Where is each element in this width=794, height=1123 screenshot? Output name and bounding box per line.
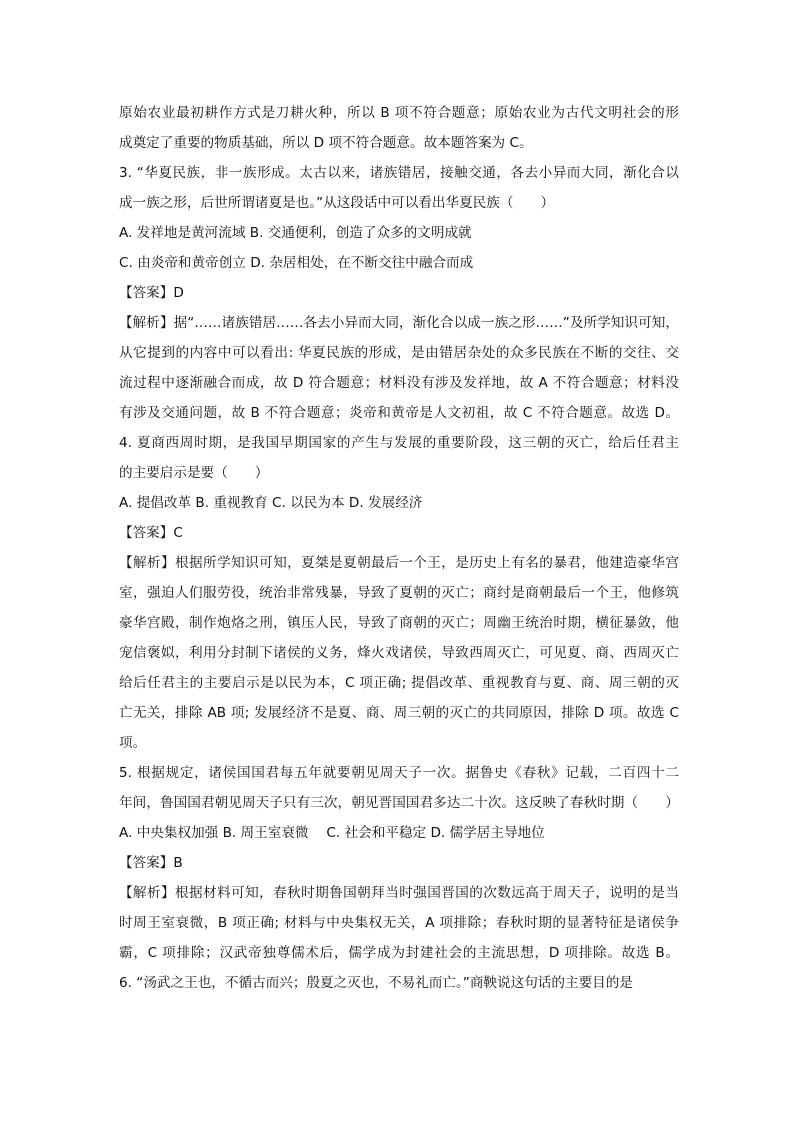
text-line: 时周王室衰微，B 项正确; 材料与中央集权无关，A 项排除；春秋时期的显著特征是诸侯争 xyxy=(119,915,679,931)
text-line: 成奠定了重要的物质基础，所以 D 项不符合题意。故本题答案为 C。 xyxy=(119,135,533,151)
text-line: 宠信褒姒，利用分封制下诸侯的义务，烽火戏诸侯，导致西周灭亡，可见夏、商、西周灭亡 xyxy=(119,645,679,661)
text-line: 室，强迫人们服劳役，统治非常残暴，导致了夏朝的灭亡；商纣是商朝最后一个王，他修筑 xyxy=(119,585,679,601)
text-line: 【解析】据“……诸族错居……各去小异而大同，渐化合以成一族之形……”及所学知识可知， xyxy=(119,315,679,331)
text-line: 【答案】C xyxy=(119,525,183,541)
text-line: 项。 xyxy=(119,735,147,751)
text-line: 【解析】根据所学知识可知，夏桀是夏朝最后一个王，是历史上有名的暴君，他建造豪华宫 xyxy=(119,555,679,571)
text-line: 【答案】D xyxy=(119,285,184,301)
text-line: A. 中央集权加强 B. 周王室衰微 C. 社会和平稳定 D. 儒学居主导地位 xyxy=(119,825,545,841)
text-line: A. 发祥地是黄河流域 B. 交通便利，创造了众多的文明成就 xyxy=(119,225,472,241)
text-line: 3. “华夏民族，非一族形成。太古以来，诸族错居，接触交通，各去小异而大同，渐化合以 xyxy=(119,165,679,181)
text-line: 5. 根据规定，诸侯国国君每五年就要朝见周天子一次。据鲁史《春秋》记载，二百四十二 xyxy=(119,765,679,781)
text-line: 给后任君主的主要启示是以民为本，C 项正确; 提倡改革、重视教育与夏、商、周三朝的灭 xyxy=(119,675,679,691)
text-line: 亡无关，排除 AB 项; 发展经济不是夏、商、周三朝的灭亡的共同原因，排除 D 项。故选 C xyxy=(119,705,679,721)
text-line: 年间，鲁国国君朝见周天子只有三次，朝见晋国国君多达二十次。这反映了春秋时期（ ） xyxy=(119,795,679,811)
text-line: 霸，C 项排除；汉武帝独尊儒术后，儒学成为封建社会的主流思想，D 项排除。故选 B。 xyxy=(119,945,679,961)
text-line: 【答案】B xyxy=(119,855,183,871)
text-line: 【解析】根据材料可知，春秋时期鲁国朝拜当时强国晋国的次数远高于周天子，说明的是当 xyxy=(119,885,679,901)
document-page xyxy=(119,98,679,998)
text-line: 豪华宫殿，制作炮烙之刑，镇压人民，导致了商朝的灭亡；周幽王统治时期，横征暴敛，他 xyxy=(119,615,679,631)
text-line: 从它提到的内容中可以看出: 华夏民族的形成，是由错居杂处的众多民族在不断的交往、交 xyxy=(119,345,679,361)
text-line: 成一族之形，后世所谓诸夏是也。”从这段话中可以看出华夏民族（ ） xyxy=(119,195,555,211)
text-line: 原始农业最初耕作方式是刀耕火种，所以 B 项不符合题意；原始农业为古代文明社会的形 xyxy=(119,105,679,121)
text-line: 的主要启示是要（ ） xyxy=(119,465,269,481)
text-line: A. 提倡改革 B. 重视教育 C. 以民为本 D. 发展经济 xyxy=(119,495,423,511)
text-line: 有涉及交通问题，故 B 不符合题意；炎帝和黄帝是人文初祖，故 C 不符合题意。故选 D。 xyxy=(119,405,679,421)
text-line: 6. “汤武之王也，不循古而兴；殷夏之灭也，不易礼而亡。”商鞅说这句话的主要目的是 xyxy=(119,975,633,991)
text-line: 4. 夏商西周时期，是我国早期国家的产生与发展的重要阶段，这三朝的灭亡，给后任君主 xyxy=(119,435,679,451)
text-line: 流过程中逐渐融合而成，故 D 符合题意；材料没有涉及发祥地，故 A 不符合题意；材料没 xyxy=(119,375,679,391)
text-line: C. 由炎帝和黄帝创立 D. 杂居相处，在不断交往中融合而成 xyxy=(119,255,474,271)
